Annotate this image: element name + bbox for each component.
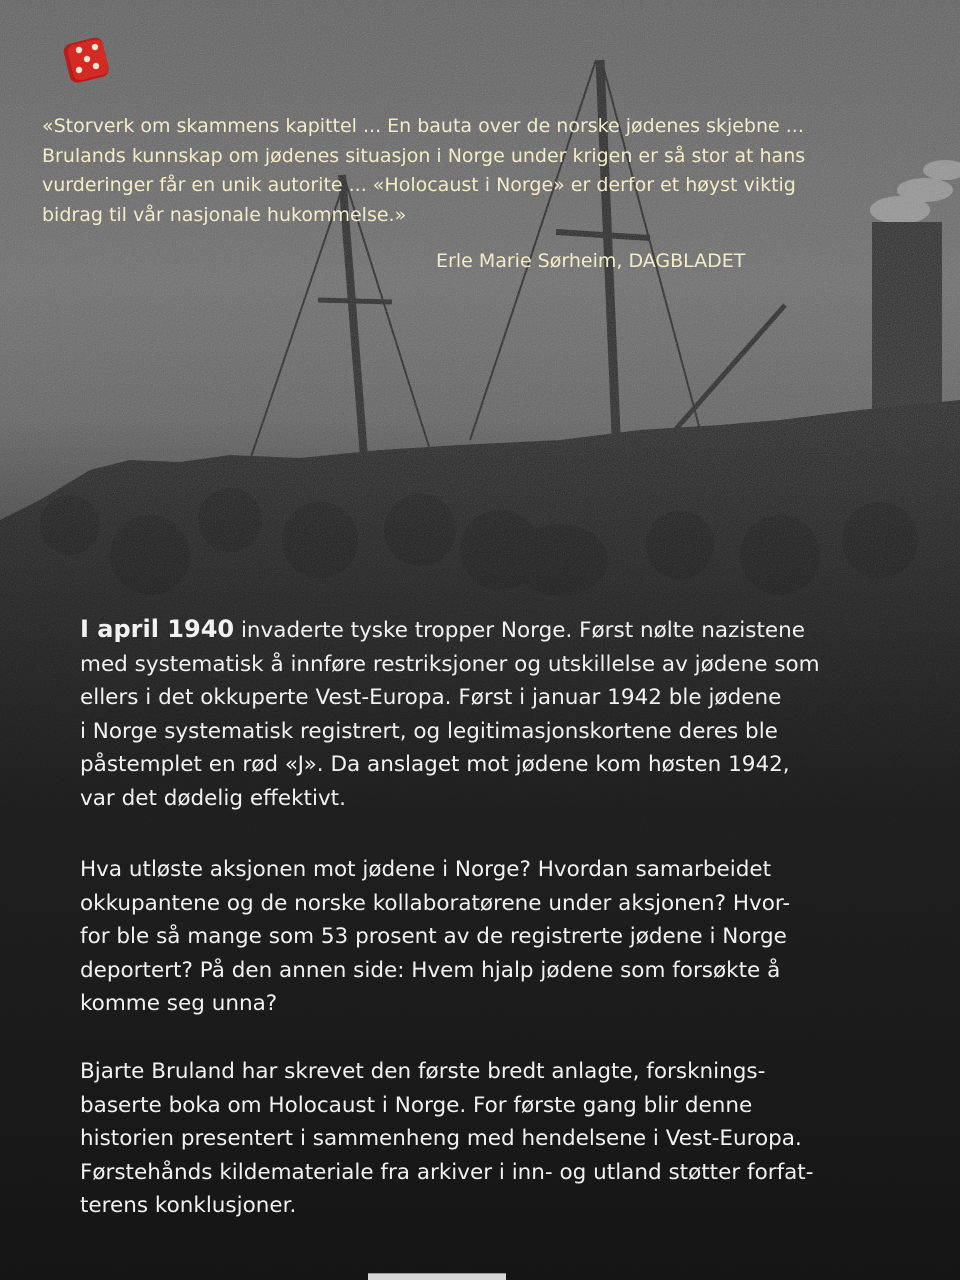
paragraph-1-text: invaderte tyske tropper Norge. Først nølte nazistene med systematisk å innføre restriksjoner og utskillelse av jødene som ellers i det okkuperte Vest-Europa. Først i januar 1942 ble jødene i Norge systematisk registrert, og legitimasjonskortene deres ble påstemplet en rød «J». Da anslaget mot jødene kom høsten 1942, var det dødelig effektivt. xyxy=(80,618,820,811)
lead-phrase: I april 1940 xyxy=(80,615,235,643)
barcode-label-edge xyxy=(368,1273,506,1280)
publisher-logo xyxy=(62,34,112,84)
dice-icon xyxy=(62,34,112,84)
description-paragraph-2: Hva utløste aksjonen mot jødene i Norge? Hvordan samarbeidet okkupantene og de norske kollaboratørene under aksjonen? Hvor- for ble så mange som 53 prosent av de registrerte jødene i Norge deportert? På den annen side: Hvem hjalp jødene som forsøkte å komme seg unna? xyxy=(80,857,791,1016)
description-paragraph-3: Bjarte Bruland har skrevet den første bredt anlagte, forsknings- baserte boka om Holocaust i Norge. For første gang blir denne historien presentert i sammenheng med hendelsene i Vest-Europa. Førstehånds kildemateriale fra arkiver i inn- og utland støtter forfat- terens konklusjoner. xyxy=(80,1059,814,1218)
quote-author: Erle Marie Sørheim, DAGBLADET xyxy=(436,250,746,272)
description-paragraph-1 xyxy=(80,613,850,815)
review-quote: «Storverk om skammens kapittel ... En bauta over de norske jødenes skjebne ... Brulands kunnskap om jødenes situasjon i Norge under krigen er så stor at hans vurderinger får en unik autorite ... «Holocaust i Norge» er derfor et høyst viktig bidrag til vår nasjonale hukommelse.» xyxy=(42,115,806,226)
